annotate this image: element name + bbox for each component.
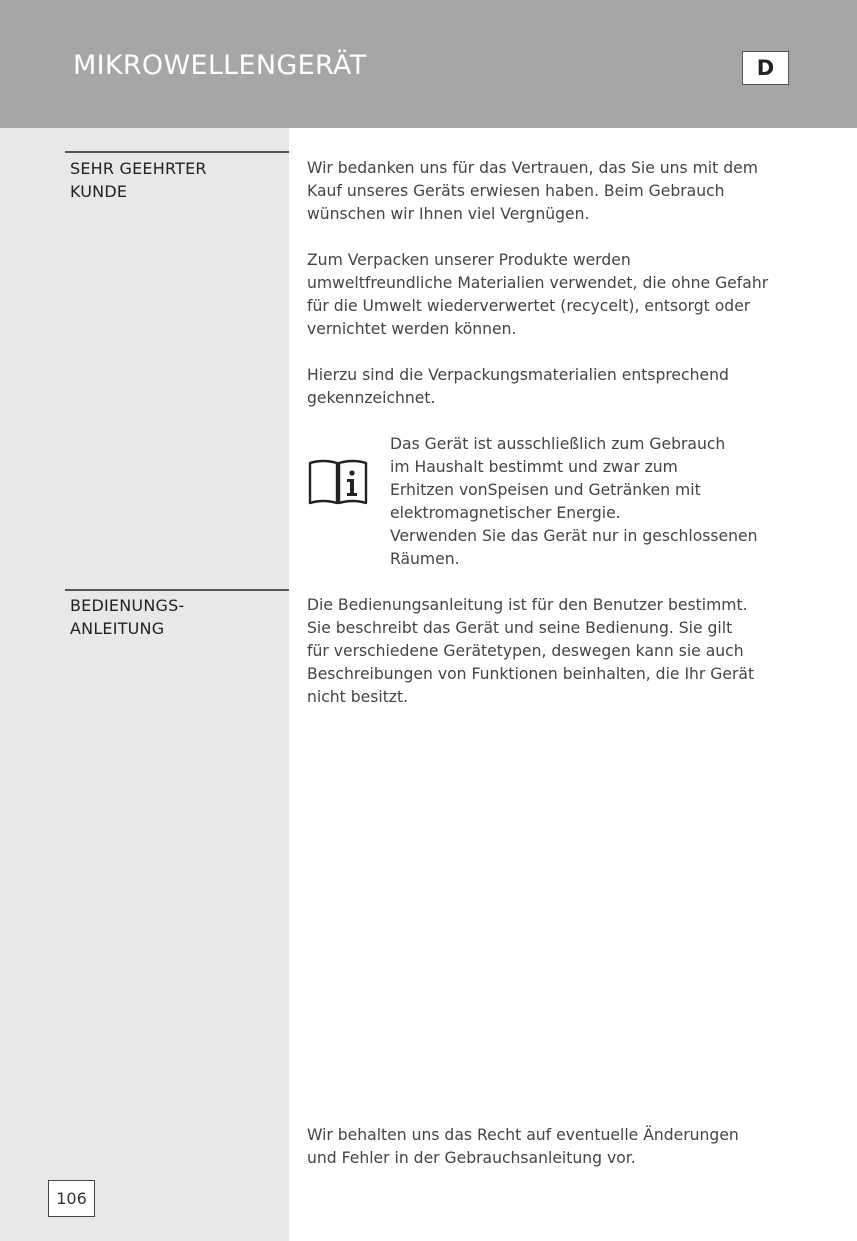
paragraph-manual: Die Bedienungsanleitung ist für den Benutzer bestimmt. Sie beschreibt das Gerät und seine Bedienung. Sie gilt für verschiedene Gerätetypen, deswegen kann sie auch Beschreibungen von Funktionen beinhalten, die Ihr Gerät nicht besitzt. <box>307 596 755 706</box>
section-divider <box>65 589 289 591</box>
paragraph-packaging: Zum Verpacken unserer Produkte werden umweltfreundliche Materialien verwendet, die ohne Gefahr für die Umwelt wiederverwertet (recycelt), entsorgt oder vernichtet werden können. <box>307 251 769 338</box>
footer-disclaimer: Wir behalten uns das Recht auf eventuelle Änderungen und Fehler in der Gebrauchsanleitung vor. <box>307 1126 739 1167</box>
page-header <box>0 0 857 128</box>
page-number: 106 <box>48 1180 95 1217</box>
paragraph-labeling: Hierzu sind die Verpackungsmaterialien entsprechend gekennzeichnet. <box>307 366 729 407</box>
book-info-icon <box>307 459 369 505</box>
section-heading-anleitung: BEDIENUNGS- ANLEITUNG <box>70 596 185 638</box>
page-title: MIKROWELLENGERÄT <box>73 50 367 81</box>
sidebar-column <box>0 128 289 1241</box>
section-divider <box>65 151 289 153</box>
section-heading-kunde: SEHR GEEHRTER KUNDE <box>70 159 207 201</box>
paragraph-thanks: Wir bedanken uns für das Vertrauen, das Sie uns mit dem Kauf unseres Geräts erwiesen haben. Beim Gebrauch wünschen wir Ihnen viel Vergnügen. <box>307 159 758 223</box>
language-badge: D <box>742 51 789 85</box>
info-note-text: Das Gerät ist ausschließlich zum Gebrauch im Haushalt bestimmt und zwar zum Erhitzen vonSpeisen und Getränken mit elektromagnetischer Energie. Verwenden Sie das Gerät nur in geschlossenen Räumen. <box>390 435 758 568</box>
